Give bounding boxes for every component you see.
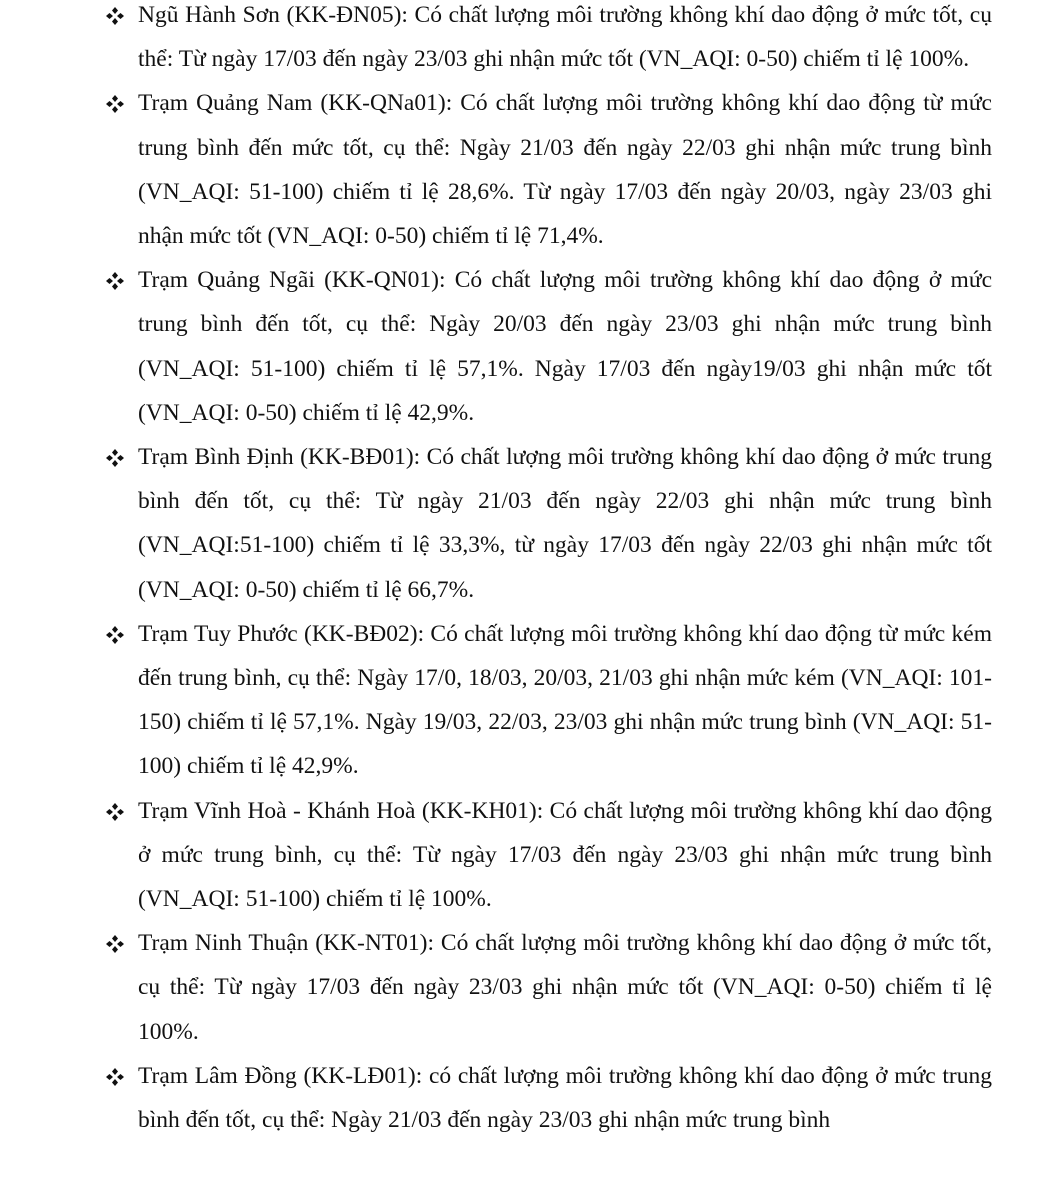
list-item-binh-dinh [138, 435, 992, 612]
list-item-text: Trạm Bình Định (KK-BĐ01): Có chất lượng môi trường không khí dao động ở mức trung bình đến tốt, cụ thể: Từ ngày 21/03 đến ngày 22/03 ghi nhận mức trung bình (VN_AQI:51-100) chiếm tỉ lệ 33,3%, từ ngày 17/03 đến ngày 22/03 ghi nhận mức tốt (VN_AQI: 0-50) chiếm tỉ lệ 66,7%. [138, 444, 992, 603]
four-diamond-bullet-icon [104, 1054, 126, 1098]
list-item-text: Trạm Lâm Đồng (KK-LĐ01): có chất lượng môi trường không khí dao động ở mức trung bình đến tốt, cụ thể: Ngày 21/03 đến ngày 23/03 ghi nhận mức trung bình [138, 1062, 992, 1134]
list-item-text: Trạm Quảng Ngãi (KK-QN01): Có chất lượng môi trường không khí dao động ở mức trung bình đến tốt, cụ thể: Ngày 20/03 đến ngày 23/03 ghi nhận mức trung bình (VN_AQI: 51-100) chiếm tỉ lệ 57,1%. Ngày 17/03 đến ngày19/03 ghi nhận mức tốt (VN_AQI: 0-50) chiếm tỉ lệ 42,9%. [138, 267, 992, 426]
list-item-ngu-hanh-son [138, 0, 992, 81]
list-item-text: Trạm Tuy Phước (KK-BĐ02): Có chất lượng môi trường không khí dao động từ mức kém đến trung bình, cụ thể: Ngày 17/0, 18/03, 20/03, 21/03 ghi nhận mức kém (VN_AQI: 101-150) chiếm tỉ lệ 57,1%. Ngày 19/03, 22/03, 23/03 ghi nhận mức trung bình (VN_AQI: 51-100) chiếm tỉ lệ 42,9%. [138, 620, 992, 780]
four-diamond-bullet-icon [104, 921, 126, 965]
four-diamond-bullet-icon [104, 435, 126, 479]
four-diamond-bullet-icon [104, 612, 126, 656]
list-item-vinh-hoa-khanh-hoa [138, 789, 992, 922]
list-item-quang-ngai [138, 258, 992, 435]
four-diamond-bullet-icon [104, 0, 126, 37]
list-item-ninh-thuan [138, 921, 992, 1054]
four-diamond-bullet-icon [104, 258, 126, 302]
list-item-quang-nam [138, 81, 992, 258]
list-item-tuy-phuoc [138, 612, 992, 789]
list-item-text: Trạm Vĩnh Hoà - Khánh Hoà (KK-KH01): Có chất lượng môi trường không khí dao động ở mức trung bình, cụ thể: Từ ngày 17/03 đến ngày 23/03 ghi nhận mức trung bình (VN_AQI: 51-100) chiếm tỉ lệ 100%. [138, 797, 992, 913]
four-diamond-bullet-icon [104, 81, 126, 125]
four-diamond-bullet-icon [104, 789, 126, 833]
list-item-text: Ngũ Hành Sơn (KK-ĐN05): Có chất lượng môi trường không khí dao động ở mức tốt, cụ thể: Từ ngày 17/03 đến ngày 23/03 ghi nhận mức tốt (VN_AQI: 0-50) chiếm tỉ lệ 100%. [138, 2, 992, 73]
list-item-text: Trạm Quảng Nam (KK-QNa01): Có chất lượng môi trường không khí dao động từ mức trung bình đến mức tốt, cụ thể: Ngày 21/03 đến ngày 22/03 ghi nhận mức trung bình (VN_AQI: 51-100) chiếm tỉ lệ 28,6%. Từ ngày 17/03 đến ngày 20/03, ngày 23/03 ghi nhận mức tốt (VN_AQI: 0-50) chiếm tỉ lệ 71,4%. [138, 90, 992, 250]
list-item-text: Trạm Ninh Thuận (KK-NT01): Có chất lượng môi trường không khí dao động ở mức tốt, cụ thể: Từ ngày 17/03 đến ngày 23/03 ghi nhận mức tốt (VN_AQI: 0-50) chiếm tỉ lệ 100%. [138, 930, 992, 1045]
list-item-lam-dong [138, 1054, 992, 1142]
